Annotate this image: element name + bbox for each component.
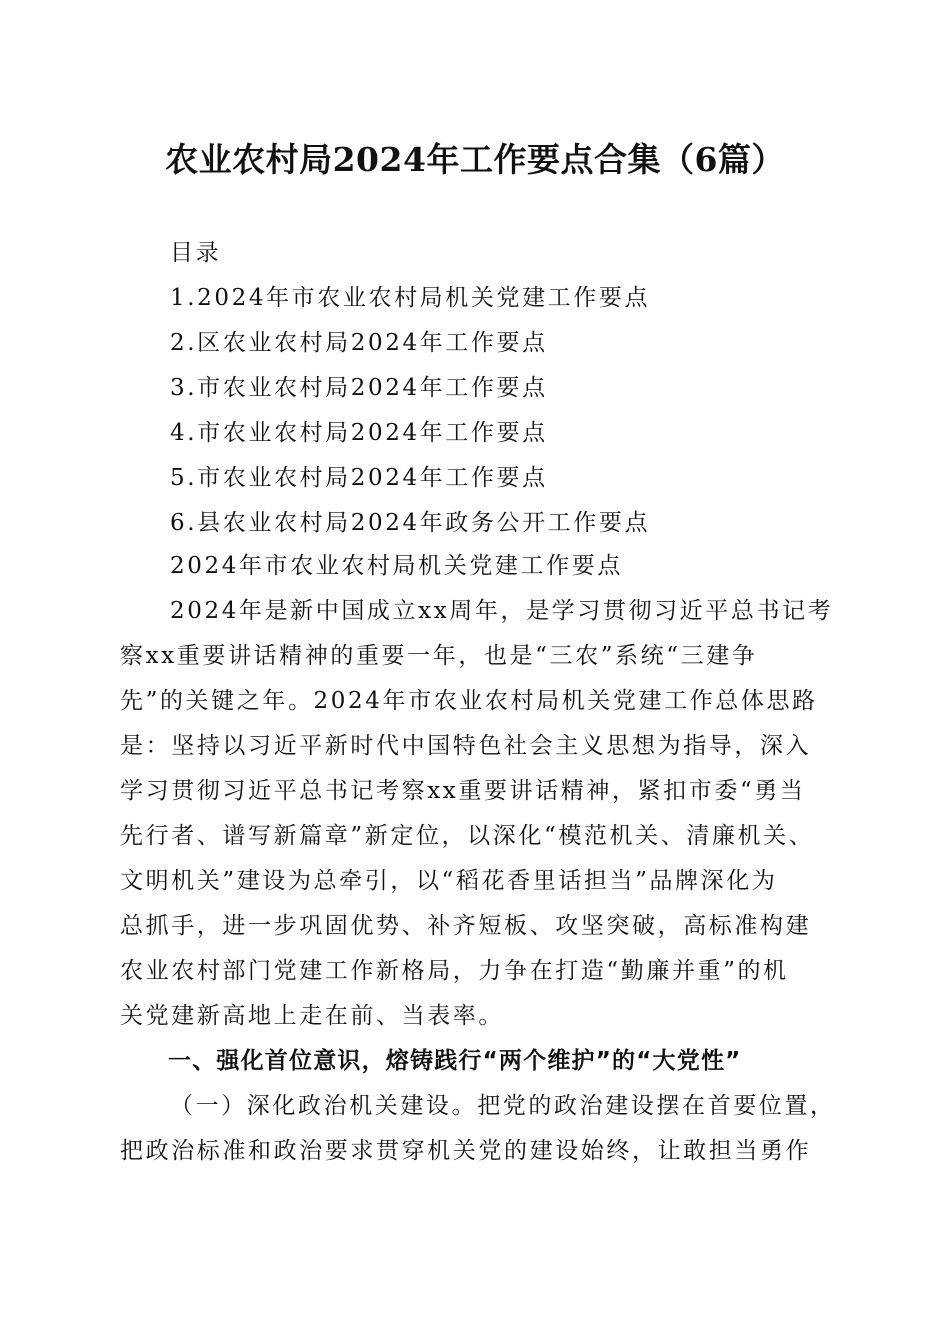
section-title: 2024年市农业农村局机关党建工作要点 [170,553,623,579]
document-title: 农业农村局2024年工作要点合集（6篇） [165,140,785,179]
paragraph-line: 总抓手，进一步巩固优势、补齐短板、攻坚突破，高标准构建 [120,913,812,939]
toc-item-1: 1.2024年市农业农村局机关党建工作要点 [170,285,651,311]
paragraph-line: （一）深化政治机关建设。把党的政治建设摆在首要位置， [170,1093,836,1119]
toc-item-5: 5.市农业农村局2024年工作要点 [170,465,548,491]
paragraph-line: 2024年是新中国成立xx周年，是学习贯彻习近平总书记考 [170,598,834,624]
paragraph-line: 先行者、谱写新篇章”新定位，以深化“模范机关、清廉机关、 [120,823,815,849]
toc-item-6: 6.县农业农村局2024年政务公开工作要点 [170,510,651,536]
paragraph-line: 察xx重要讲话精神的重要一年，也是“三农”系统“三建争 [120,643,758,669]
paragraph-line: 是：坚持以习近平新时代中国特色社会主义思想为指导，深入 [120,733,812,759]
paragraph-line: 学习贯彻习近平总书记考察xx重要讲话精神，紧扣市委“勇当 [120,778,806,804]
paragraph-line: 把政治标准和政治要求贯穿机关党的建设始终，让敢担当勇作 [120,1138,812,1164]
paragraph-line: 文明机关”建设为总牵引，以“稻花香里话担当”品牌深化为 [120,868,778,894]
toc-heading: 目录 [170,240,222,266]
section-heading: 一、强化首位意识，熔铸践行“两个维护”的“大党性” [168,1048,742,1074]
toc-item-4: 4.市农业农村局2024年工作要点 [170,420,548,446]
paragraph-line: 关党建新高地上走在前、当表率。 [120,1003,504,1029]
toc-item-2: 2.区农业农村局2024年工作要点 [170,330,548,356]
toc-item-3: 3.市农业农村局2024年工作要点 [170,375,548,401]
paragraph-line: 先”的关键之年。2024年市农业农村局机关党建工作总体思路 [120,688,818,714]
paragraph-line: 农业农村部门党建工作新格局，力争在打造“勤廉并重”的机 [120,958,789,984]
